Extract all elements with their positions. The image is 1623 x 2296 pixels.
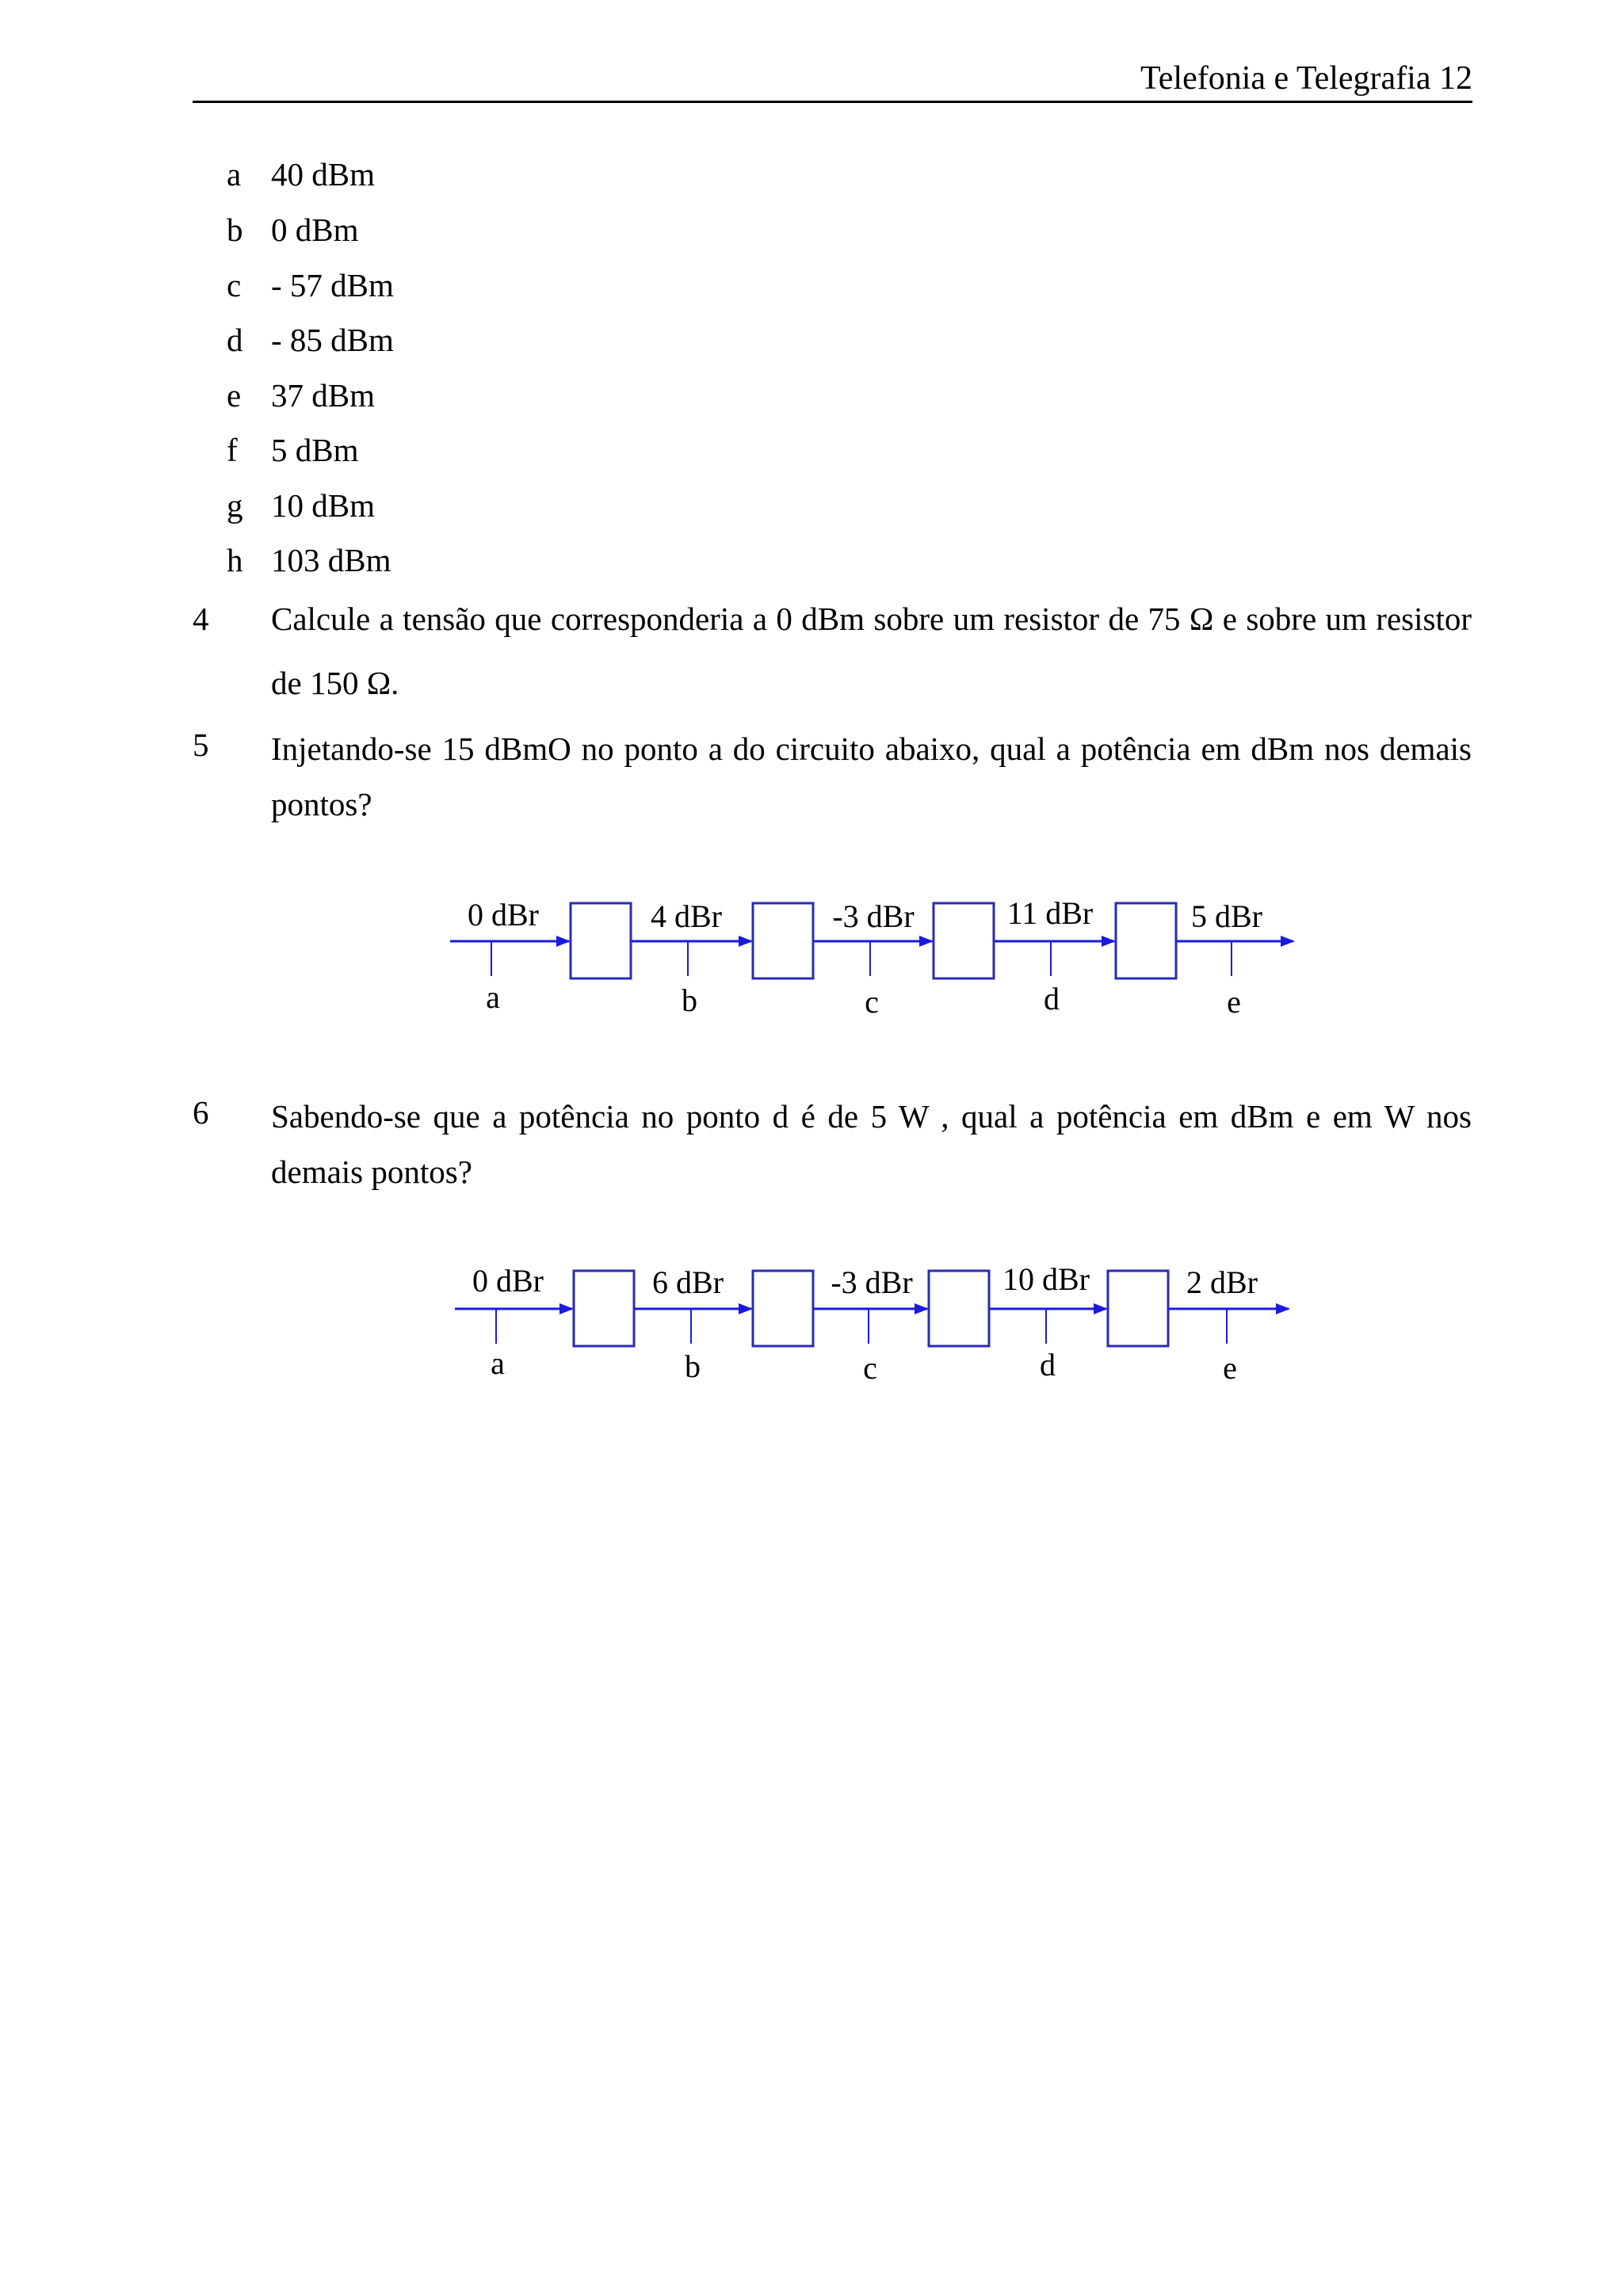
item-value: 0 dBm (271, 212, 359, 248)
item-value: - 57 dBm (271, 267, 394, 303)
item-value: 40 dBm (271, 156, 375, 193)
item-value: - 85 dBm (271, 322, 394, 358)
item-value: 5 dBm (271, 432, 359, 468)
level-label: 0 dBr (472, 1263, 544, 1299)
item-letter: b (227, 212, 243, 248)
question-text: Calcule a tensão que corresponderia a 0 dBm sobre um resistor de 75 Ω e sobre um resistor de 150 Ω. (271, 601, 1472, 701)
item-value: 103 dBm (271, 542, 391, 578)
circuit-block (929, 1271, 989, 1346)
circuit-diagram-2 (449, 1245, 1320, 1396)
item-letter: d (227, 322, 243, 358)
circuit-block (753, 903, 813, 978)
item-letter: c (227, 267, 242, 303)
point-label: e (1227, 984, 1241, 1020)
item-value: 37 dBm (271, 377, 375, 414)
point-label: d (1044, 981, 1060, 1016)
point-label: c (863, 1350, 877, 1386)
item-letter: e (227, 377, 242, 414)
level-label: 11 dBr (1006, 895, 1094, 931)
question-number: 4 (193, 601, 209, 637)
level-label: 10 dBr (1002, 1261, 1090, 1297)
level-label: -3 dBr (831, 1264, 913, 1300)
page-header (193, 59, 1472, 103)
circuit-diagram-1 (444, 879, 1316, 1030)
circuit-block (1116, 903, 1176, 978)
level-label: -3 dBr (832, 898, 915, 934)
header-title: Telefonia e Telegrafia 12 (1140, 60, 1472, 97)
question-text: Sabendo-se que a potência no ponto d é de 5 W , qual a potência em dBm e em W nos demais pontos? (271, 1098, 1472, 1190)
item-letter: a (227, 156, 242, 193)
level-label: 5 dBr (1191, 898, 1262, 934)
point-label: b (682, 982, 697, 1018)
question-number: 6 (193, 1094, 209, 1131)
circuit-block (753, 1271, 813, 1346)
level-label: 0 dBr (468, 897, 539, 933)
circuit-block (574, 1271, 634, 1346)
item-value: 10 dBm (271, 487, 375, 524)
point-label: b (685, 1348, 701, 1384)
point-label: c (865, 984, 879, 1020)
item-letter: g (227, 487, 243, 524)
point-label: e (1223, 1350, 1237, 1386)
item-letter: f (227, 432, 238, 468)
level-label: 4 dBr (651, 898, 722, 934)
question-text: Injetando-se 15 dBmO no ponto a do circuito abaixo, qual a potência em dBm nos demais pontos? (271, 730, 1472, 822)
circuit-block (571, 903, 631, 978)
point-label: a (486, 979, 500, 1015)
question-number: 5 (193, 727, 209, 763)
point-label: a (491, 1345, 505, 1381)
level-label: 6 dBr (652, 1264, 724, 1300)
point-label: d (1040, 1347, 1056, 1383)
level-label: 2 dBr (1186, 1264, 1258, 1300)
circuit-block (934, 903, 994, 978)
item-letter: h (227, 542, 243, 578)
circuit-block (1108, 1271, 1168, 1346)
